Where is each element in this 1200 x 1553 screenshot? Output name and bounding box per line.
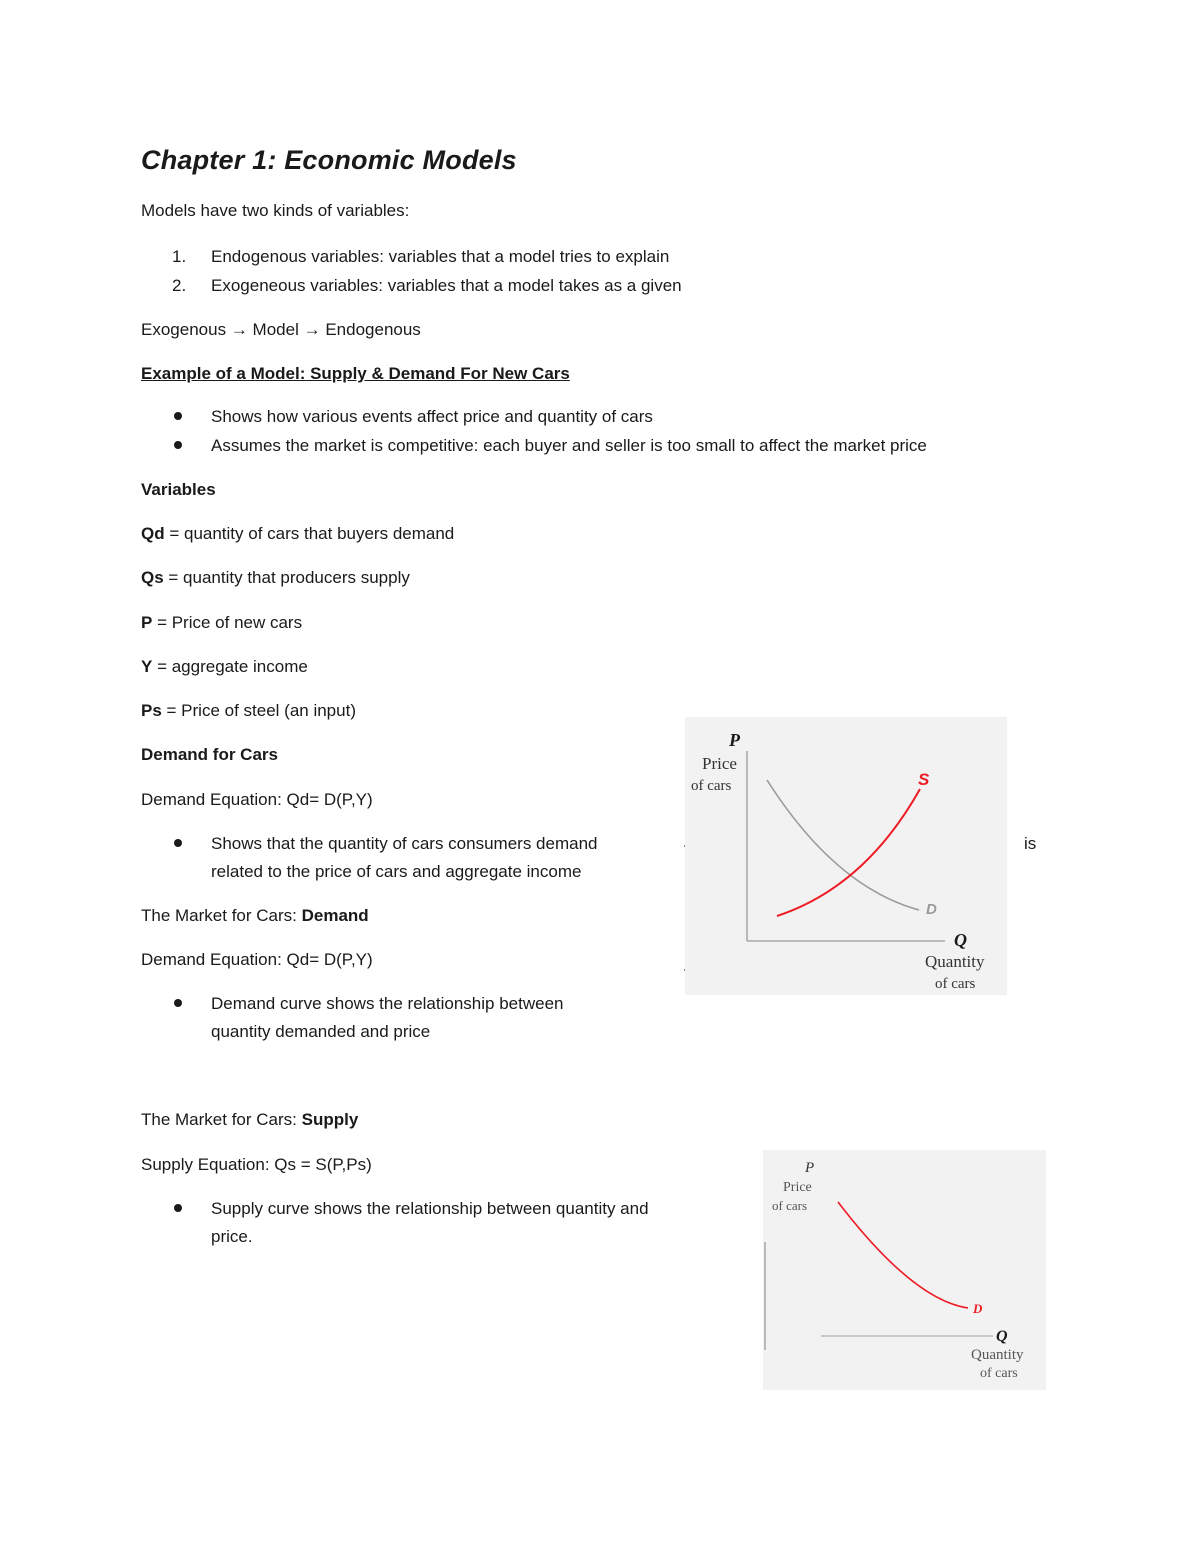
list-item: Endogenous variables: variables that a model tries to explain	[211, 247, 670, 266]
y-axis-label: of cars	[691, 778, 732, 794]
supply-demand-graph	[685, 717, 1007, 995]
supply-curve	[777, 789, 920, 916]
definition-symbol: Ps	[141, 701, 162, 720]
curve-label: D	[973, 1301, 983, 1316]
y-axis-symbol: P	[805, 1160, 815, 1176]
definition-ps	[141, 701, 356, 721]
list-number: 1.	[172, 247, 187, 266]
definition-text: = Price of new cars	[152, 613, 303, 632]
arrow-right-icon: →	[230, 320, 248, 339]
example-bullet: Shows how various events affect price and quantity of cars	[211, 407, 653, 426]
flow-exogenous: Exogenous	[141, 320, 227, 339]
demand-bullet-line: Shows that the quantity of cars consumers demand	[211, 834, 598, 853]
supply-label: S	[918, 770, 930, 789]
supply-equation: Supply Equation: Qs = S(P,Ps)	[141, 1155, 372, 1174]
intro-text: Models have two kinds of variables:	[141, 201, 410, 220]
market-supply-heading	[141, 1110, 358, 1130]
definition-symbol: Qd	[141, 524, 165, 543]
x-axis-label: Quantity	[925, 952, 985, 971]
demand-label: D	[926, 901, 937, 918]
example-heading: Example of a Model: Supply & Demand For New Cars	[141, 364, 570, 383]
bullet-icon	[174, 412, 182, 420]
y-axis-label: of cars	[772, 1198, 808, 1213]
example-bullet: Assumes the market is competitive: each buyer and seller is too small to affect the market price	[211, 436, 927, 455]
x-axis-label: of cars	[980, 1366, 1018, 1381]
definition-p	[141, 613, 302, 633]
demand-curve	[767, 780, 919, 910]
list-number: 2.	[172, 276, 187, 295]
definition-text: = Price of steel (an input)	[161, 701, 356, 720]
demand-heading: Demand for Cars	[141, 745, 278, 764]
definition-text: = quantity of cars that buyers demand	[164, 524, 455, 543]
x-axis-label: Quantity	[971, 1347, 1024, 1363]
arrow-right-icon: →	[303, 320, 321, 339]
x-axis-symbol: Q	[954, 930, 967, 950]
supply-figure	[763, 1150, 1046, 1390]
supply-bullet-line: Supply curve shows the relationship between quantity and	[211, 1199, 649, 1218]
x-axis-label: of cars	[935, 976, 976, 992]
definition-text: = quantity that producers supply	[163, 568, 410, 587]
x-axis-symbol: Q	[996, 1328, 1008, 1345]
definition-symbol: P	[141, 613, 153, 632]
definition-y	[141, 657, 308, 677]
flow-endogenous: Endogenous	[325, 320, 421, 339]
y-axis-symbol: P	[729, 730, 740, 750]
market-demand-bold: Demand	[301, 906, 369, 925]
demand-curve-bullet-line: Demand curve shows the relationship between	[211, 994, 564, 1013]
demand-bullet-trail: is	[1024, 834, 1037, 853]
y-axis-label: Price	[702, 754, 737, 773]
list-item: Exogeneous variables: variables that a model takes as a given	[211, 276, 682, 295]
exogenous-model-flow	[141, 320, 421, 340]
variables-heading: Variables	[141, 480, 216, 499]
supply-demand-figure	[685, 717, 1007, 995]
definition-symbol: Y	[141, 657, 153, 676]
market-supply-prefix: The Market for Cars:	[141, 1110, 302, 1129]
definition-qs	[141, 568, 410, 588]
demand-equation: Demand Equation: Qd= D(P,Y)	[141, 790, 373, 809]
bullet-icon	[174, 1204, 182, 1212]
page-title: Chapter 1: Economic Models	[141, 145, 517, 175]
flow-model: Model	[252, 320, 299, 339]
definition-qd	[141, 524, 454, 544]
market-demand-prefix: The Market for Cars:	[141, 906, 302, 925]
demand-equation-2: Demand Equation: Qd= D(P,Y)	[141, 950, 373, 969]
demand-bullet-line: related to the price of cars and aggregate income	[211, 862, 582, 881]
definition-symbol: Qs	[141, 568, 164, 587]
supply-graph	[763, 1150, 1046, 1390]
market-demand-heading	[141, 906, 369, 926]
definition-text: = aggregate income	[152, 657, 308, 676]
supply-curve	[838, 1202, 968, 1308]
bullet-icon	[174, 441, 182, 449]
bullet-icon	[174, 999, 182, 1007]
demand-curve-bullet-line: quantity demanded and price	[211, 1022, 431, 1041]
supply-bullet-line: price.	[211, 1227, 253, 1246]
market-supply-bold: Supply	[301, 1110, 359, 1129]
bullet-icon	[174, 839, 182, 847]
y-axis-label: Price	[783, 1180, 812, 1195]
